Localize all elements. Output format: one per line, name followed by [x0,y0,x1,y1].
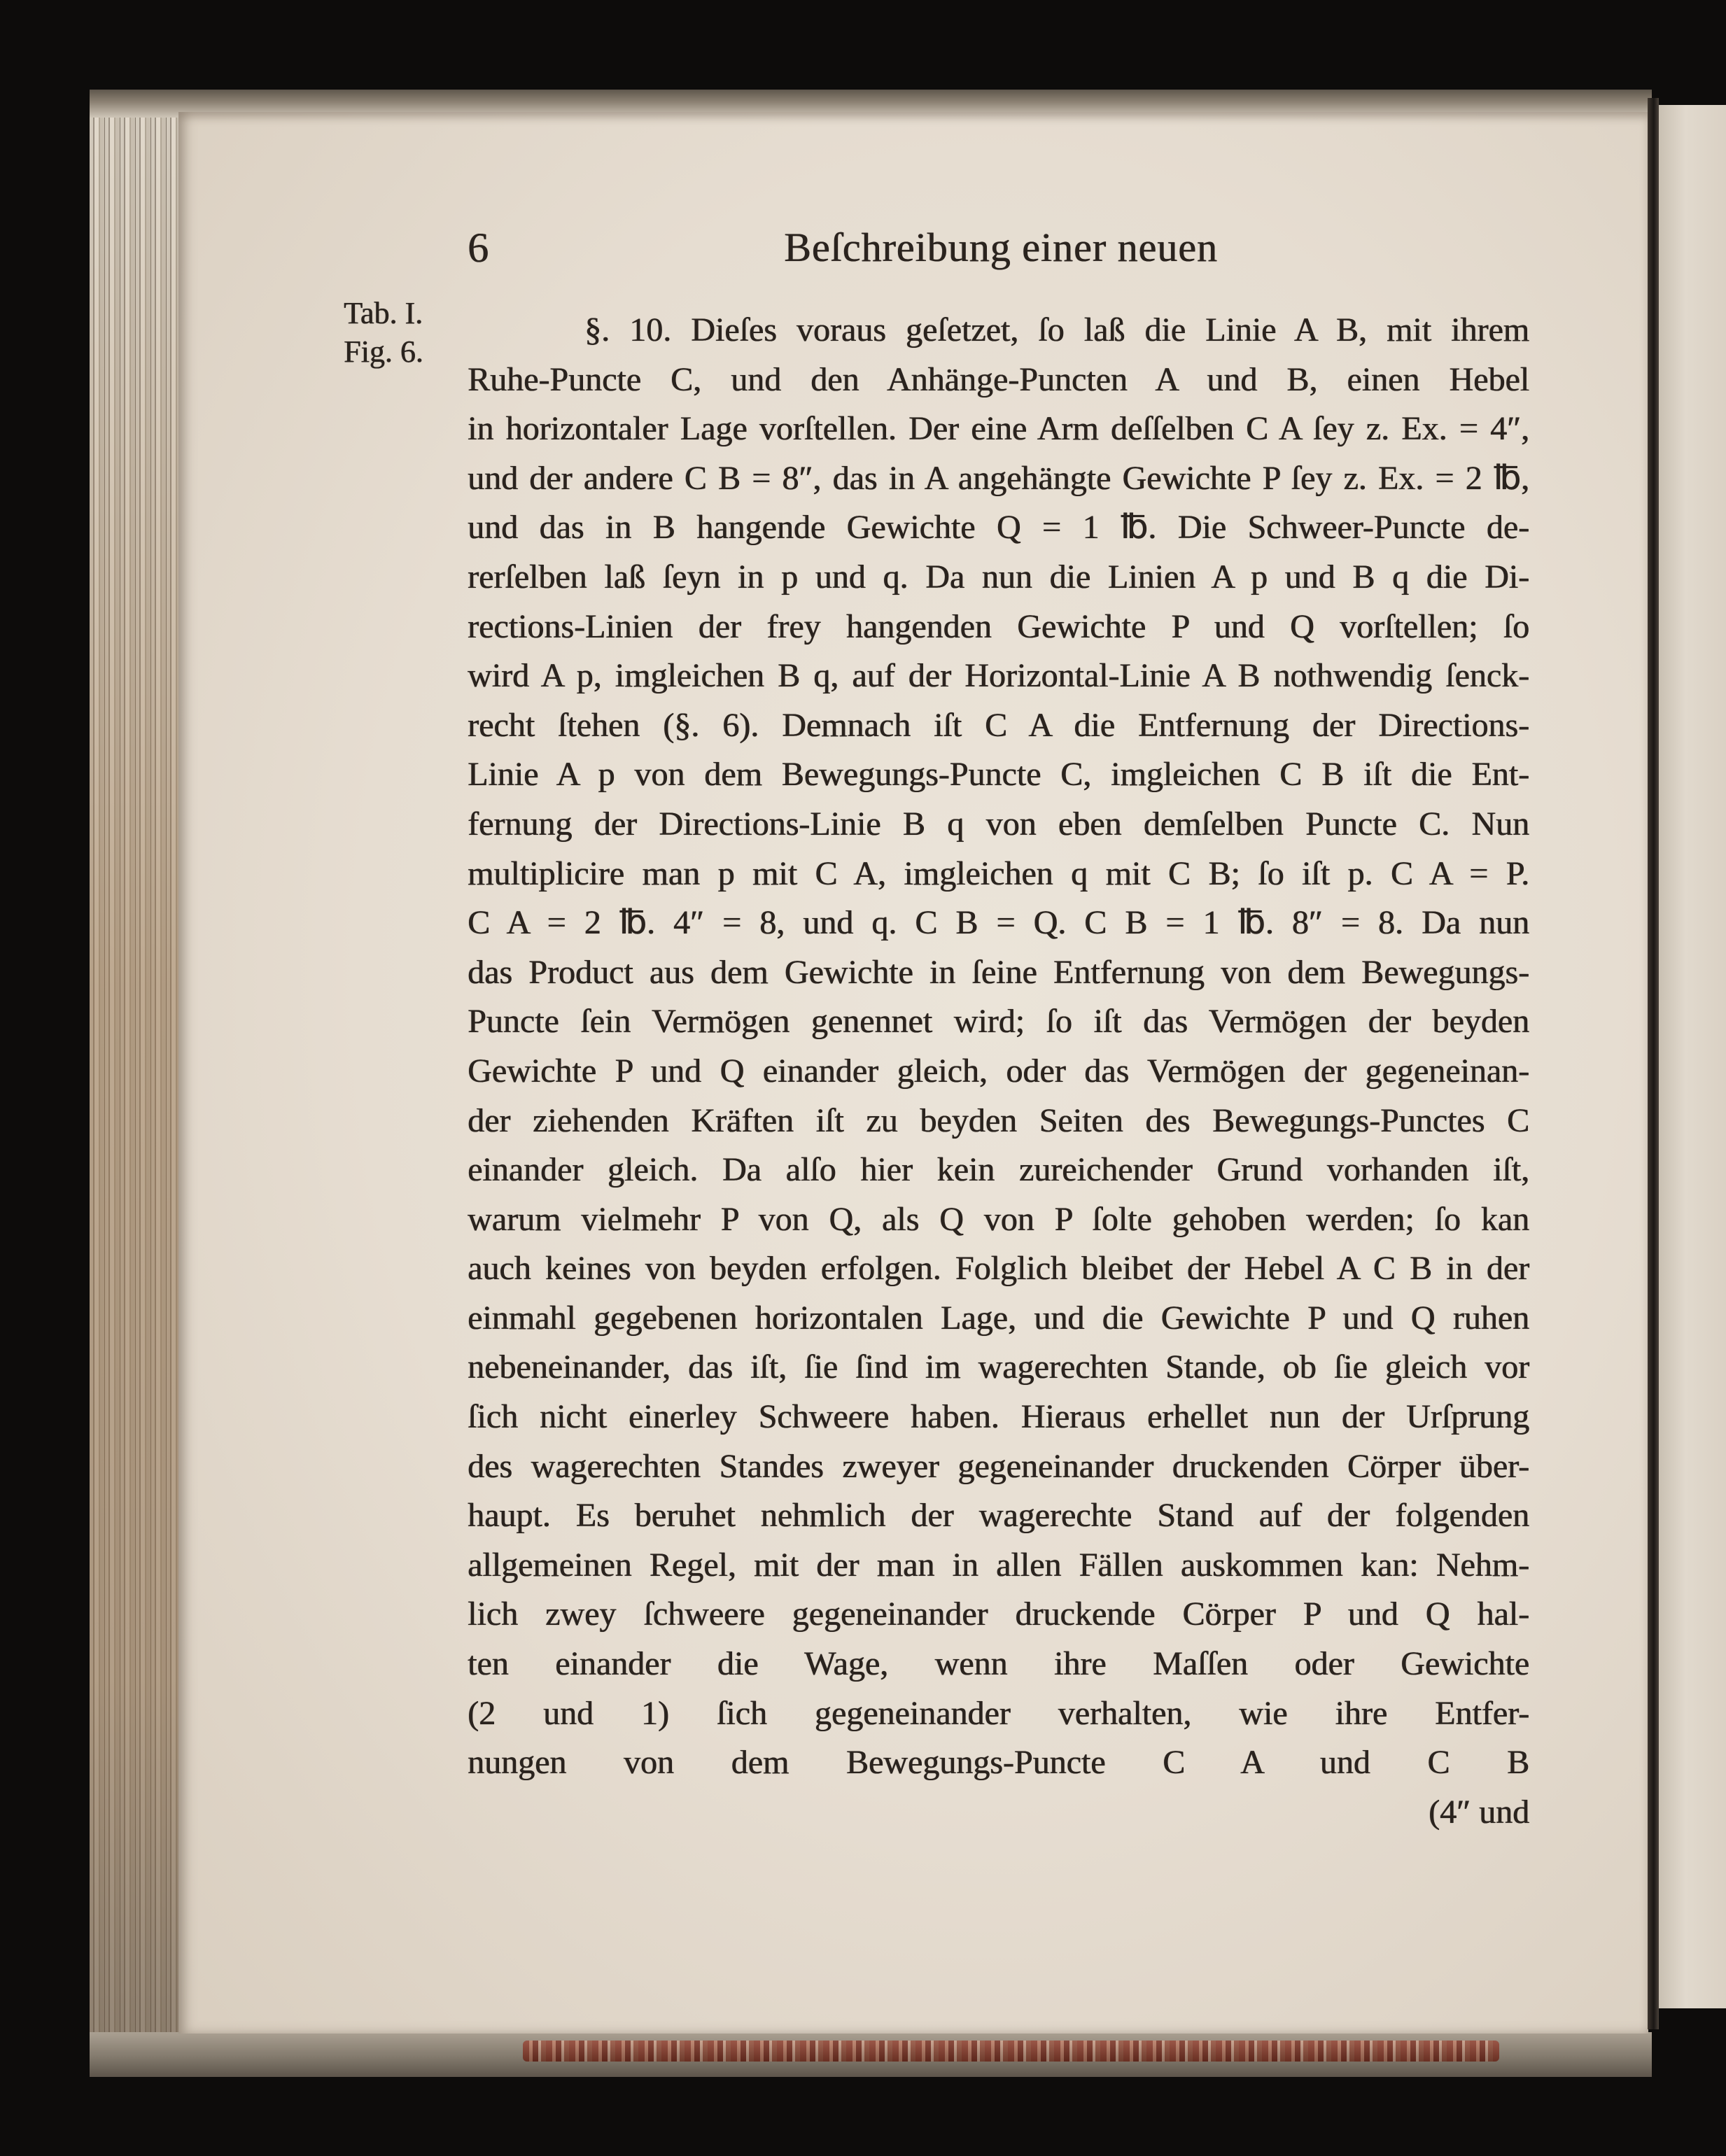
text-line: in horizontaler Lage vorſtellen. Der eine Arm deſſelben C A ſey z. Ex. = 4″, [468,410,1529,448]
text-line: ſich nicht einerley Schweere haben. Hieraus erhellet nun der Urſprung [468,1398,1529,1436]
catchword: (4″ und [1429,1793,1529,1831]
text-line: und der andere C B = 8″, das in A angehängte Gewichte P ſey z. Ex. = 2 ℔, [468,459,1529,497]
text-line: (2 und 1) ſich gegeneinander verhalten, wie ihre Entfer- [468,1694,1529,1732]
marbled-edge [523,2041,1499,2062]
text-line: nungen von dem Bewegungs-Puncte C A und C B [468,1744,1529,1782]
text-line: C A = 2 ℔. 4″ = 8, und q. C B = Q. C B = 1 ℔. 8″ = 8. Da nun [468,904,1529,942]
text-line: wird A p, imgleichen B q, auf der Horizontal-Linie A B nothwendig ſenck- [468,657,1529,695]
page-stack-edge [90,90,188,2077]
margin-note-figure: Fig. 6. [344,334,423,369]
text-line: der ziehenden Kräften iſt zu beyden Seiten des Bewegungs-Punctes C [468,1101,1529,1139]
text-line: fernung der Directions-Linie B q von eben demſelben Puncte C. Nun [468,805,1529,843]
text-line: und das in B hangende Gewichte Q = 1 ℔. Die Schweer-Puncte de- [468,509,1529,547]
text-line: allgemeinen Regel, mit der man in allen Fällen auskommen kan: Nehm- [468,1546,1529,1584]
text-line: Linie A p von dem Bewegungs-Puncte C, imgleichen C B iſt die Ent- [468,756,1529,794]
text-line: warum vielmehr P von Q, als Q von P ſolte gehoben werden; ſo kan [468,1200,1529,1238]
text-line: des wagerechten Standes zweyer gegeneinander druckenden Cörper über- [468,1447,1529,1485]
text-line: lich zwey ſchweere gegeneinander druckende Cörper P und Q hal- [468,1595,1529,1633]
margin-note-table: Tab. I. [344,296,423,330]
text-line: Ruhe-Puncte C, und den Anhänge-Puncten A und B, einen Hebel [468,360,1529,398]
body-text [468,306,1529,1837]
text-line: Gewichte P und Q einander gleich, oder das Vermögen der gegeneinan- [468,1052,1529,1090]
text-line: nebeneinander, das iſt, ſie ſind im wagerechten Stande, ob ſie gleich vor [468,1348,1529,1386]
text-line: einmahl gegebenen horizontalen Lage, und die Gewichte P und Q ruhen [468,1299,1529,1337]
text-line: ten einander die Wage, wenn ihre Maſſen oder Gewichte [468,1645,1529,1683]
text-line: auch keines von beyden erfolgen. Folglich bleibet der Hebel A C B in der [468,1250,1529,1288]
text-line: haupt. Es beruhet nehmlich der wagerechte Stand auf der folgenden [468,1497,1529,1535]
next-page-edge [1659,105,1726,2008]
margin-note [344,294,449,371]
text-line: das Product aus dem Gewichte in ſeine Entfernung von dem Bewegungs- [468,953,1529,991]
running-title: Beſchreibung einer neuen [784,225,1218,270]
page-gutter-shadow [1648,98,1659,2029]
text-line: rections-Linien der frey hangenden Gewichte P und Q vorſtellen; ſo [468,607,1529,645]
text-line: §. 10. Dieſes voraus geſetzet, ſo laß die Linie A B, mit ihrem [584,311,1529,348]
text-line: Puncte ſein Vermögen genennet wird; ſo iſt das Vermögen der beyden [468,1003,1529,1041]
text-line: rerſelben laß ſeyn in p und q. Da nun die Linien A p und B q die Di- [468,558,1529,596]
text-line: einander gleich. Da alſo hier kein zureichender Grund vorhanden iſt, [468,1151,1529,1189]
page-number: 6 [468,225,489,271]
text-line: multiplicire man p mit C A, imgleichen q mit C B; ſo iſt p. C A = P. [468,854,1529,892]
text-line: recht ſtehen (§. 6). Demnach iſt C A die Entfernung der Directions- [468,706,1529,744]
